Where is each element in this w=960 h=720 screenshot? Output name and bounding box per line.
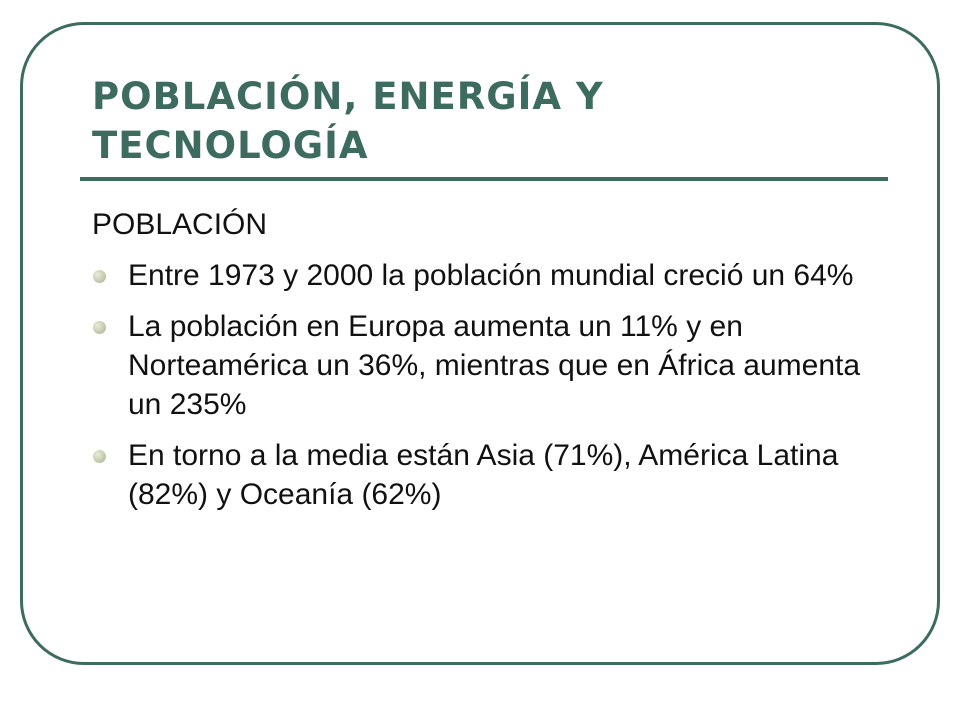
bullet-item [92, 307, 882, 424]
bullet-text: La población en Europa aumenta un 11% y en Norteamérica un 36%, mientras que en África aumenta un 235% [128, 310, 861, 421]
bullet-dot-icon [93, 321, 106, 334]
bullet-text: Entre 1973 y 2000 la población mundial creció un 64% [128, 259, 854, 292]
slide-content [92, 205, 882, 526]
bullet-list [92, 256, 882, 514]
bullet-text: En torno a la media están Asia (71%), América Latina (82%) y Oceanía (62%) [128, 439, 839, 511]
title-divider [80, 177, 888, 181]
section-heading: POBLACIÓN [92, 208, 268, 241]
bullet-item [92, 436, 882, 514]
bullet-dot-icon [93, 450, 106, 463]
bullet-item [92, 256, 882, 295]
slide-title: POBLACIÓN, ENERGÍA Y TECNOLOGÍA [92, 75, 604, 167]
bullet-dot-icon [93, 270, 106, 283]
